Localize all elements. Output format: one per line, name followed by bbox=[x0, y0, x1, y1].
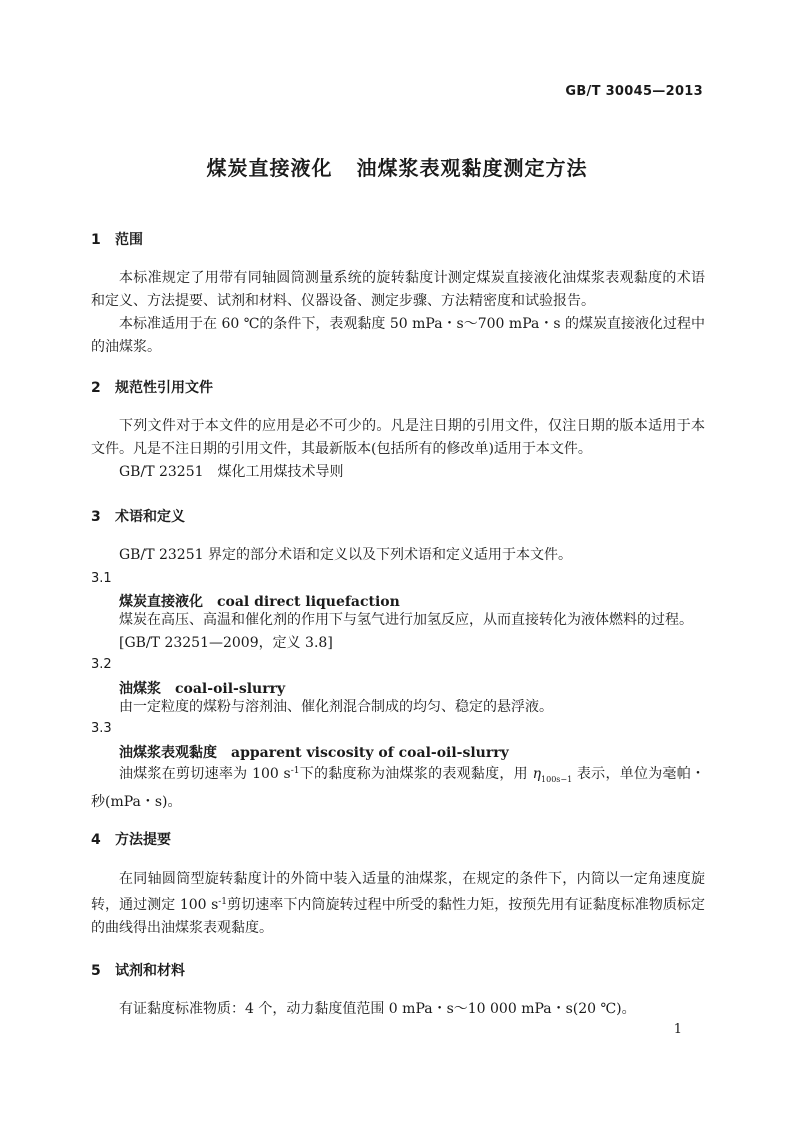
section-4-body bbox=[91, 868, 705, 940]
title-part-1: 煤炭直接液化 bbox=[206, 156, 333, 180]
title-part-2: 油煤浆表观黏度测定方法 bbox=[356, 156, 588, 180]
term-3-1-title: 煤炭直接液化 coal direct liquefaction bbox=[119, 594, 400, 610]
section-2-heading: 2 规范性引用文件 bbox=[91, 380, 213, 396]
term-3-1-definition: 煤炭在高压、高温和催化剂的作用下与氢气进行加氢反应，从而直接转化为液体燃料的过程。 bbox=[119, 612, 693, 628]
term-3-1-number: 3.1 bbox=[91, 571, 112, 586]
section-2-paragraph-1: 下列文件对于本文件的应用是必不可少的。凡是注日期的引用文件，仅注日期的版本适用于本文件。凡是不注日期的引用文件，其最新版本(包括所有的修改单)适用于本文件。 bbox=[91, 418, 705, 457]
section-1-paragraph-2: 本标准适用于在 60 ℃的条件下，表观黏度 50 mPa・s～700 mPa・s 的煤炭直接液化过程中的油煤浆。 bbox=[91, 316, 705, 355]
section-4-heading: 4 方法提要 bbox=[91, 832, 171, 848]
section-5-heading: 5 试剂和材料 bbox=[91, 963, 185, 979]
standard-number: GB/T 30045—2013 bbox=[565, 84, 703, 99]
section-3-heading: 3 术语和定义 bbox=[91, 509, 185, 525]
section-5-paragraph-1: 有证黏度标准物质：4 个，动力黏度值范围 0 mPa・s～10 000 mPa・s(20 ℃)。 bbox=[119, 1001, 636, 1017]
section-2-reference: GB/T 23251 煤化工用煤技术导则 bbox=[119, 464, 344, 480]
section-1-heading: 1 范围 bbox=[91, 232, 143, 248]
section-4-paragraph-1: 在同轴圆筒型旋转黏度计的外筒中装入适量的油煤浆，在规定的条件下，内筒以一定角速度旋转，通过测定 100 $s^{-1}$剪切速率下内筒旋转过程中所受的黏性力矩，按预先用有证黏度标准物质标定的曲线得出油煤浆表观黏度。 bbox=[91, 871, 705, 936]
term-3-2-definition: 由一定粒度的煤粉与溶剂油、催化剂混合制成的均匀、稳定的悬浮液。 bbox=[119, 699, 553, 715]
term-3-3-definition: 油煤浆在剪切速率为 100 $s^{-1}$下的黏度称为油煤浆的表观黏度，用 $\eta_{100s-1}$ 表示，单位为毫帕・秒(mPa・s)。 bbox=[91, 766, 706, 810]
section-2-body bbox=[91, 415, 705, 484]
page-number: 1 bbox=[673, 1022, 682, 1037]
section-1-body bbox=[91, 267, 705, 359]
term-3-3-number: 3.3 bbox=[91, 721, 112, 736]
term-3-3-title: 油煤浆表观黏度 apparent viscosity of coal-oil-slurry bbox=[119, 745, 509, 761]
term-3-2-number: 3.2 bbox=[91, 657, 112, 672]
section-1-paragraph-1: 本标准规定了用带有同轴圆筒测量系统的旋转黏度计测定煤炭直接液化油煤浆表观黏度的术语和定义、方法提要、试剂和材料、仪器设备、测定步骤、方法精密度和试验报告。 bbox=[91, 270, 705, 309]
document-title bbox=[0, 152, 794, 181]
term-3-1-source: [GB/T 23251—2009，定义 3.8] bbox=[119, 635, 333, 651]
eta-symbol: $\eta_{100s-1}$ bbox=[532, 766, 573, 784]
section-5-body bbox=[91, 998, 705, 1021]
section-3-intro: GB/T 23251 界定的部分术语和定义以及下列术语和定义适用于本文件。 bbox=[119, 547, 572, 563]
term-3-2-title: 油煤浆 coal-oil-slurry bbox=[119, 681, 286, 697]
